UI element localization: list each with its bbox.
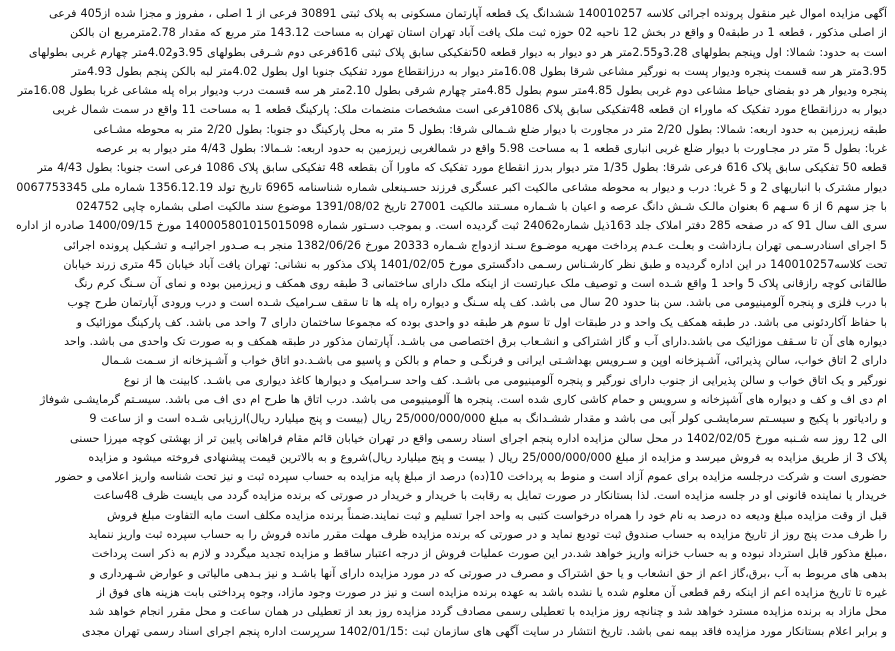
notice-line: پلاک 3 از طریق مزایده به فروش میرسد و مزایده از مبلغ 25/000/000/000 ریال ( بیست و پنج میلیارد ریال)شروع و به بالاترین قیمت پیشنهادی فروخته میشود و مزایده [88,450,887,464]
notice-line: و برابر اعلام بستانکار مورد مزایده فاقد بیمه نمی باشد. تاریخ انتشار در سایت آگهی های سازمان ثبت :1402/01/15 سرپرست اداره پنجم اجرای اسناد رسمی تهران مجدی [81,624,887,638]
notice-line: را ظرف مدت پنج روز از تاریخ مزایده به حساب صندوق ثبت تودیع نماید و در صورتی که برنده مزایده ظرف مهلت مقرر مانده فروش را به حساب سپرده ثبت واریز ننماید [88,528,887,542]
notice-line: و رادیاتور با پکیج و سیسـتم سرمایشـی کولر آبی می باشد و مقدار ششـدانگ به مبلغ 25/000/000/000 ریال (بیست و پنج میلیارد ریال)ارزیابی شـده است و از ساعت 9 [89,412,887,426]
notice-line: غیره تا تاریخ مزایده اعم از اینکه رقم قطعی آن معلوم شده یا نشده باشد به عهده برنده مزایده است و نیز در صورت وجود مازاد، وجوه پرداختی بابت هزینه های فوق از [96,585,887,599]
notice-line: قبل از وقت مزایده مبلغ ودیعه ده درصد به نام خود را همراه درخواست کتبی به واحد اجرا تسلیم و ثبت نمایند.ضمناً برنده مزایده مکلف است مابه التفاوت مبلغ فروش [107,508,887,522]
notice-line: دیواره های آن تا سـقف موزائیک می باشد.دارای آب و گاز اشتراکی و انشـعاب برق اختصاصی می باشـد. آپارتمان مذکور در طبقه همکف و به صورت تک واحدی می باشد. واحد [64,335,887,349]
notice-line: 5 اجرای اسنادرسـمی تهران بـازداشت و بعلـت عـدم پرداخت مهریه موضـوع سـند ازدواج شـماره 20333 مورخ 1382/06/26 منجر بـه صـدور اجرائیـه و تشـکیل پرونده اجرائی [63,238,887,252]
notice-line: با حفاظ آکاردئونی می باشد. در طبقه همکف یک واحد و در طبقات اول تا سوم هر طبقه دو واحدی بوده که مجموعا ساختمان دارای 7 واحد می باشد. کف پارکینگ موزائیک و [76,315,887,329]
notice-line: محل مازاد به برنده مزایده مسترد خواهد شد و چنانچه روز مزایده با تعطیلی رسمی مصادف گردد مزایده روز بعد از تعطیلی در همان ساعت و محل مقرر انجام خواهد شد [88,605,887,619]
notice-line: دیوار به درزانقطاع مورد تفکیک که ماوراء ان قطعه 48تفکیکی سابق پلاک 1086فرعی است مشخصات منضمات ملک: پارکینگ قطعه 1 به مساحت 11 واقع در سمت شمال غربی [52,103,887,117]
notice-line: سری الف سال 91 که در صفحه 285 دفتر املاک جلد 163ذیل شماره24062 ثبت گردیده است. و بموجب دسـتور شماره 140005801015015098 مورخ 1400/09/15 صادره از اداره [16,219,887,233]
notice-line: آگهی مزایده اموال غیر منقول پرونده اجرائی کلاسه 140010257 ششدانگ یک قطعه آپارتمان مسکونی به پلاک ثبتی 30891 فرعی از 1 اصلی ، مفروز و مجزا شده از405 فرعی [48,7,887,20]
notice-line: دارای 2 اتاق خواب، سالن پذیرائی، آشـپزخانه اوپن و سـرویس بهداشـتی ایرانی و فرنگـی و حمام و بالکن و پاسیو می باشـد.دو اتاق خواب و آشـپزخانه از سـمت شـمال [101,354,887,368]
notice-line: تحت کلاسه140010257 در این اداره گردیده و طبق نظر کارشـناس رسـمی دادگستری مورخ 1401/02/05 پلاک مذکور به نشانی: تهران یافت آباد خیابان 45 متری زرند خیابان [63,257,887,271]
notice-line: نورگیر و یک اتاق خواب و سالن پذیرایی از جنوب دارای نورگیر و پنجره آلومینیومی می باشـد. کف واحد سـرامیک و دیوارها کاغذ دیواری می باشـد. کابینت ها از نوع [123,373,887,387]
notice-line: طالقانی کوچه رازقانی پلاک 5 واحد 1 واقع شـده است و توصیف ملک عبارتست از اینکه ملک دارای ساختمانی 3 طبقه روی همکف و زیرزمین بوده و نمای آن سـنگ کرم رنگ [74,277,887,291]
notice-line: 3.95متر هر سه قسمت پنجره ودیوار پست به نورگیر مشاعی شرقا بطول 16.08متر دیوار به درزانقطاع مورد تفکیک جنوبا اول بطول 4.02متر لبه بالکن پنجم بطول 4.93متر [71,64,887,78]
notice-line: قطعه 50 تفکیکی سابق پلاک 616 فرعی شرقا: بطول 1/35 متر دیوار بدرز انقطاع مورد تفکیک که ماورا آن بقطعه 48 تفکیکی سابق پلاک 1086 فرعی است جنوبا: بطول 4/43 متر [37,161,887,175]
notice-line: ام دی اف و کف و دیواره های آشپزخانه و سرویس و حمام کاشی کاری شده است. پنجره ها آلومینیومی می باشد. درب اتاق ها طرح ام دی اف می باشد. سیسـتم گرمایشـی شوفاژ [39,392,887,406]
notice-line: با جز سهم 6 از 6 سـهم 6 بعنوان مالـک شـش دانگ عرصه و اعیان با شـماره مسـتند مالکیت 27001 تاریخ 1391/08/02 موضوع سند مالکیت اصلی بشماره چاپی 024752 [75,199,887,213]
notice-line: ،مبلغ مذکور قابل استرداد نبوده و به حساب خزانه واریز خواهد شد.در این صورت عملیات فروش از درجه اعتبار ساقط و مزایده تجدید میگردد و لازم به ذکر است پرداخت [91,547,887,561]
notice-line: طبقه زیرزمین به حدود اربعه: شمالا: بطول 2/20 متر در مجاورت با دیوار ضلع شـمالی شرقا: بطول 5 متر به محل پارکینگ دو جنوبا: بطول 2/20 متر به محوطه مشـاعی [93,122,887,136]
notice-line: است به حدود: شمالا: اول وپنجم بطولهای 3.28و2.55متر هر دو دیوار به دیوار قطعه 50تفکیکی سابق پلاک ثبتی 616فرعی دوم شـرقی بطولهای 3.95و4.02متر چهارم غربی بطولهای [28,45,887,59]
notice-line: از اصلی مذکور ، قطعه 1 در طبقه0 و واقع در بخش 12 ناحیه 02 حوزه ثبت ملک یافت آباد تهران استان تهران به مساحت 143.12 متر مربع که مقدار 2.78مترمربع ان بالکن [70,26,887,40]
notice-line: حضوری است و شرکت درجلسه مزایده برای عموم آزاد است و منوط به پرداخت 10(ده) درصد از مبلغ پایه مزایده به حساب سپرده ثبت و نیز تحت شناسه واریز اعلامی و حضور [55,470,887,484]
notice-line: دیوار مشترک با انباریهای 2 و 5 غربا: درب و دیوار به محوطه مشاعی مالکیت اکبر عسگری فرزند حسـینعلی شماره شناسنامه 6965 تاریخ تولد 1356.12.19 شماره ملی 0067753345 [16,180,887,194]
notice-line: خریدار یا نماینده قانونی او در جلسه مزایده است. لذا بستانکار در صورت تمایل به رقابت با خریدار و خریدار در صورتی که برنده مزایده گردد می بایست ظرف 48ساعت [93,489,887,503]
notice-line: غربا: بطول 5 متر در مجـاورت با دیوار ضلع غربی انباری قطعه 1 به مساحت 5.98 واقع در شمالغربی زیرزمین به حدود اربعه: شـمالا: بطول 4/43 متر دیوار به بر عرصه [95,142,887,156]
notice-line: با درب فلزی و پنجره آلومینیومی می باشد. سن بنا حدود 20 سال می باشد. کف پله سـنگ و دیواره راه پله ها تا سقف سـرامیک شـده است و درب ورودی آپارتمان طرح چوب [67,296,887,310]
notice-line: پنجره ودیوار هر دو بفضای حیاط مشاعی دوم غربی بطول 4.85متر سوم بطول 4.85متر چهارم شرقی بطول 2.10متر هر سه قسمت درب ودیوار براه پله مشاعی غربا بطول 16.08متر [17,84,887,98]
notice-line: الی 12 روز سه شـنبه مورخ 1402/02/05 در محل سالن مزایده اداره پنجم اجرای اسناد رسمی واقع در تهران خیابان قائم مقام فراهانی پایین تر از بهشتی کوچه میرزا حسنی [69,431,887,445]
notice-line: بدهی های مربوط به آب ،برق،گاز اعم از حق انشعاب و یا حق اشتراک و مصرف در صورتی که در مورد مزایده دارای آنها باشـد و نیز بـدهی مالیاتی و عوارض شـهرداری و [89,566,887,580]
